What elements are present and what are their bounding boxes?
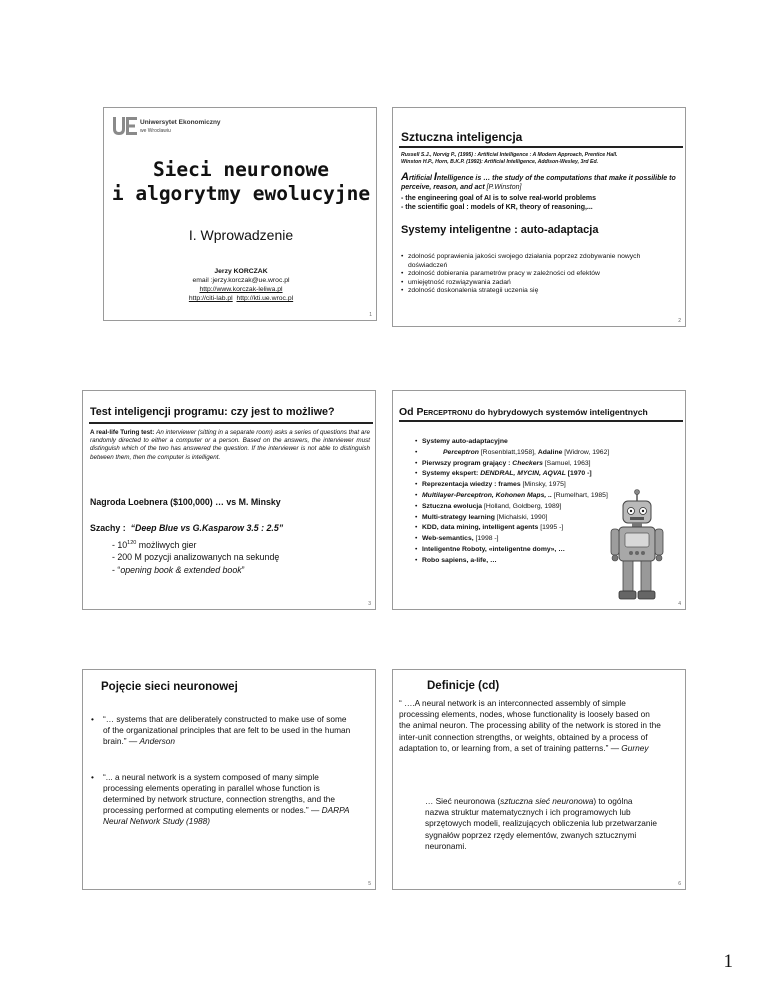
def-rest: ntelligence is … the study of the computations that make it possilible to perceive, reason, and act [401, 175, 676, 191]
definition-text: … Sieć neuronowa ( [425, 796, 501, 806]
author-block [104, 267, 377, 303]
presentation-subtitle: I. Wprowadzenie [188, 227, 294, 243]
author-name: Jerzy KORCZAK [214, 268, 268, 275]
chess-details [112, 537, 279, 576]
link-kti[interactable]: http://kti.ue.wroc.pl [236, 295, 294, 302]
turing-test-heading: A real-life Turing test: [90, 429, 155, 436]
title-underline [399, 146, 683, 148]
presentation-title [104, 158, 377, 206]
item-text: Perceptron [443, 448, 479, 456]
slide-number: 1 [369, 312, 372, 318]
chess-book [112, 564, 279, 577]
turing-test-body: An interviewer (sitting in a separate room) asks a series of questions that are randomly directed to either a computer or a person. Based on the answers, the interviewer must distinguish which of the two has answered the question. If the interviewer is not able to distinguish between them, then the computer is intelligent. [90, 429, 371, 461]
chess-label: Szachy : [90, 523, 126, 533]
slide-4-title [399, 406, 648, 418]
item-ref: [Rumelhart, 1985] [551, 491, 608, 499]
item-ref: [Minsky, 1975] [520, 481, 566, 489]
item-ref: [1998 -] [473, 535, 499, 543]
link-citi-lab[interactable]: http://citi-lab.pl [188, 295, 233, 302]
item-text: Checkers [512, 459, 543, 467]
reference-winston: Winston H.P., Horn, B.K.P. (1992): Artificial Intelligence, Addison-Wesley, 3rd Ed. [401, 159, 599, 165]
quote-author: Anderson [139, 736, 175, 747]
title-underline [89, 422, 373, 424]
slide-number: 6 [678, 881, 681, 887]
link-korczak-leliwa[interactable]: http://www.korczak-leliwa.pl [199, 286, 283, 293]
item-text: KDD, data mining, intelligent agents [422, 524, 539, 532]
item-text: Robo sapiens, a-life, … [422, 556, 497, 564]
slide-2-title: Sztuczna inteligencja [401, 130, 523, 144]
slide-3 [82, 390, 376, 610]
item-ref: [Holland, Goldberg, 1989] [482, 502, 562, 510]
chess-games-post: możliwych gier [136, 539, 197, 550]
slide-6-title: Definicje (cd) [427, 680, 500, 692]
chess-line [90, 523, 283, 533]
list-item [91, 772, 355, 828]
auto-adaptation-list [401, 253, 651, 296]
item-text: Multilayer-Perceptron, Kohonen Maps, .. [422, 491, 552, 499]
links-row [104, 294, 377, 303]
chess-positions: - 200 M pozycji analizowanych na sekundę [112, 552, 280, 563]
item-ref: [Samuel, 1963] [542, 459, 591, 467]
quote-darpa: “... a neural network is a system composed of many simple processing elements operating in parallel whose function is determined by network structure, connection strengths, and the processing performed at computing elements or nodes.” — [103, 771, 335, 816]
item-ref: [Widrow, 1962] [562, 448, 610, 456]
list-item: • zdolność dobierania parametrów pracy w zależności od efektów [401, 270, 651, 279]
chess-book-post: ” [241, 564, 245, 575]
list-item: • umiejętność rozwiązywania zadań [401, 279, 651, 288]
item-text: Pierwszy program grający : [422, 459, 513, 467]
item-ref: [Rosenblatt,1958], [478, 448, 538, 456]
slide-4 [392, 390, 686, 610]
slide-1 [103, 107, 377, 321]
logo-name: Uniwersytet Ekonomiczny [140, 119, 221, 126]
item-text: Adaline [537, 448, 563, 456]
presentation-title-line-2: i algorytmy ewolucyjne [111, 182, 371, 205]
list-item: • zdolność poprawienia jakości swojego działania poprzez zdobywanie nowych doświadczeń [401, 253, 651, 270]
item-text: Reprezentacja wiedzy : frames [422, 481, 521, 489]
goal-scientific: - the scientific goal : models of KR, theory of reasoning,... [401, 204, 593, 211]
slide-3-title: Test inteligencji programu: czy jest to możliwe? [90, 406, 335, 418]
university-logo-icon [112, 116, 138, 136]
list-item [415, 459, 675, 470]
slide-5-title: Pojęcie sieci neuronowej [101, 681, 238, 693]
chess-games-pre: - 10 [112, 539, 128, 550]
list-item: • zdolność doskonalenia strategii uczenia się [401, 287, 651, 296]
def-letter-i: I [433, 171, 437, 183]
item-text: Systemy ekspert: [422, 470, 481, 478]
item-text: Systemy auto-adaptacyjne [422, 438, 508, 445]
definition-italic: sztuczna sieć neuronowa [500, 796, 594, 806]
def-attribution: [P.Winston] [486, 184, 522, 191]
item-ref: [1995 -] [538, 524, 564, 532]
item-text: DENDRAL, MYCIN, AQVAL [480, 470, 566, 478]
list-item [415, 448, 675, 459]
loebner-prize: Nagroda Loebnera ($100,000) … vs M. Minsky [90, 497, 281, 507]
list-item [415, 437, 675, 448]
chess-games-exponent: 120 [127, 540, 137, 546]
slide-2 [392, 107, 686, 327]
list-item [415, 469, 675, 480]
presentation-title-line-1: Sieci neuronowe [152, 158, 330, 181]
title-part-a: Od P [399, 406, 424, 418]
slide-number: 3 [368, 601, 371, 607]
title-part-c: do hybrydowych systemów inteligentnych [472, 407, 648, 417]
slide-number: 4 [678, 601, 681, 607]
quote-anderson: “… systems that are deliberately constructed to make use of some of the organizational principles that are felt to be used in the human brain.” — [103, 714, 351, 747]
references [401, 152, 683, 166]
ai-goals [401, 194, 683, 212]
item-text: Sztuczna ewolucja [422, 502, 483, 510]
slide-2-subtitle: Systemy inteligentne : auto-adaptacja [401, 224, 599, 236]
definition-gurney [399, 698, 661, 754]
def-letter-a: A [401, 171, 409, 183]
ai-definition [401, 173, 683, 192]
reference-russell: Russell S.J., Norvig P., (1995) : Artificial Intelligence : A Modern Approach, Prentice Hall. [401, 152, 618, 158]
item-ref: [1970 -] [565, 470, 592, 478]
item-text: Inteligentne Roboty, «inteligentne domy», … [422, 545, 565, 553]
author-email: email :jerzy.korczak@ue.wroc.pl [192, 277, 290, 284]
slide-6 [392, 669, 686, 890]
logo-city: we Wrocławiu [140, 128, 171, 134]
title-underline [399, 420, 683, 422]
chess-quote: “Deep Blue vs G.Kasparow 3.5 : 2.5” [130, 523, 284, 533]
definition-text: ) to ogólna nazwa struktur matematycznych i ich programowych lub sprzętowych modeli, realizujących obliczenia lub przetwarzanie sygnałów poprzez rzędy elementów, zwanych sztucznymi neuronami. [425, 796, 657, 851]
definition-author: Gurney [621, 742, 649, 753]
quote-author: DARPA Neural Network Study (1988) [103, 805, 350, 827]
chess-book-pre: - “ [112, 564, 121, 575]
definition-polish [425, 796, 657, 852]
turing-test-text [90, 429, 370, 462]
chess-games [112, 537, 279, 551]
item-text: Multi-strategy learning [422, 513, 495, 521]
title-part-b: ERCEPTRONU [423, 410, 473, 417]
sheet-page-number: 1 [723, 951, 733, 972]
definitions-list [91, 714, 355, 828]
def-rtificial: rtificial [408, 175, 434, 182]
item-text: Web-semantics, [422, 535, 474, 543]
chess-book-italic: opening book & extended book [120, 564, 242, 575]
item-ref: [Michalski, 1990] [494, 513, 548, 521]
slide-5 [82, 669, 376, 890]
slide-number: 5 [368, 881, 371, 887]
robot-icon [609, 489, 665, 603]
list-item [91, 714, 355, 748]
goal-engineering: - the engineering goal of AI is to solve real-world problems [401, 195, 596, 202]
definition-text: “ ….A neural network is an interconnected assembly of simple processing elements, nodes, whose functionality is loosely based on the animal neuron. The processing ability of the network is stored in the inter-unit connection strengths, or weights, obtained by a process of adaptation to, or learning from, a set of training patterns.” — [399, 698, 661, 753]
slide-number: 2 [678, 318, 681, 324]
